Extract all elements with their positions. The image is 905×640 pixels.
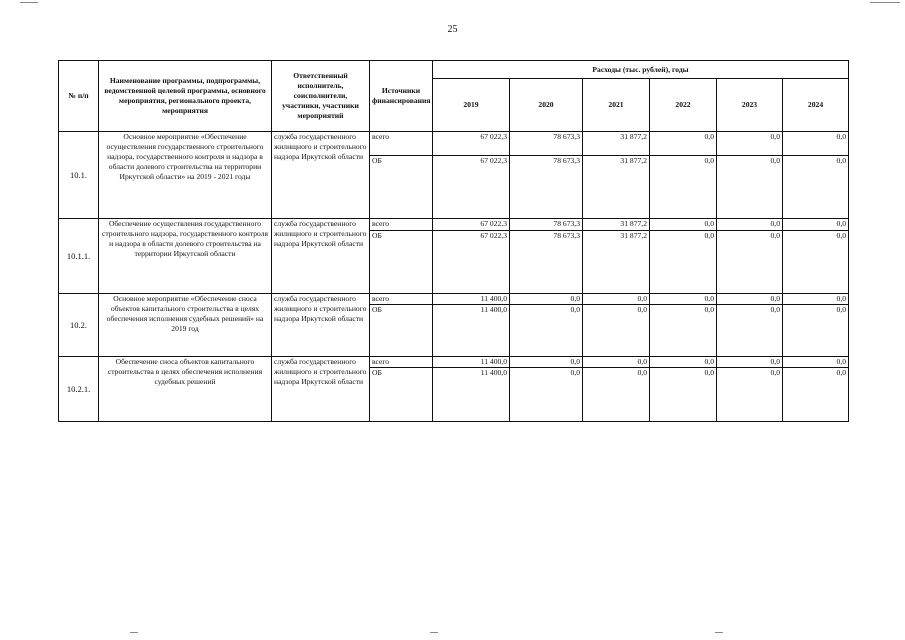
- row-executor: служба государственного жилищного и строительного надзора Иркутской области: [272, 132, 370, 219]
- value-cell: 31 877,2: [583, 156, 650, 219]
- header-name: Наименование программы, подпрограммы, ведомственной целевой программы, основного мероприятия, регионального проекта, мероприятия: [99, 61, 272, 132]
- header-year: 2021: [583, 79, 650, 132]
- scan-artifact: [20, 2, 38, 3]
- table-row: [59, 294, 849, 305]
- value-cell: 0,0: [583, 294, 650, 305]
- table-row: [59, 219, 849, 231]
- row-name: Основное мероприятие «Обеспечение сноса объектов капитального строительства в целях обеспечения исполнения судебных решений» на 2019 год: [99, 294, 272, 357]
- value-cell: 78 673,3: [510, 219, 583, 231]
- value-cell: 0,0: [783, 231, 849, 294]
- value-cell: 31 877,2: [583, 231, 650, 294]
- header-row-top: [59, 61, 849, 79]
- value-cell: 0,0: [583, 305, 650, 357]
- value-cell: 0,0: [783, 219, 849, 231]
- value-cell: 11 400,0: [433, 357, 510, 368]
- header-year: 2024: [783, 79, 849, 132]
- value-cell: 0,0: [717, 357, 783, 368]
- value-cell: 0,0: [717, 132, 783, 156]
- row-name: Обеспечение сноса объектов капитального строительства в целях обеспечения исполнения судебных решений: [99, 357, 272, 422]
- value-cell: 0,0: [510, 357, 583, 368]
- value-cell: 0,0: [650, 294, 717, 305]
- value-cell: 67 022,3: [433, 219, 510, 231]
- header-year: 2020: [510, 79, 583, 132]
- row-number: 10.1.1.: [59, 219, 99, 294]
- value-cell: 11 400,0: [433, 368, 510, 422]
- header-year: 2023: [717, 79, 783, 132]
- value-cell: 67 022,3: [433, 156, 510, 219]
- value-cell: 0,0: [717, 156, 783, 219]
- row-number: 10.2.1.: [59, 357, 99, 422]
- value-cell: 0,0: [717, 294, 783, 305]
- header-executor: Ответственный исполнитель, соисполнители, участники, участники мероприятий: [272, 61, 370, 132]
- page-number: 25: [447, 24, 458, 35]
- header-num: № п/п: [59, 61, 99, 132]
- value-cell: 0,0: [717, 305, 783, 357]
- source-cell: ОБ: [370, 368, 433, 422]
- row-executor: служба государственного жилищного и строительного надзора Иркутской области: [272, 294, 370, 357]
- value-cell: 67 022,3: [433, 231, 510, 294]
- budget-table: [58, 60, 849, 422]
- value-cell: 78 673,3: [510, 132, 583, 156]
- value-cell: 0,0: [783, 156, 849, 219]
- source-cell: всего: [370, 132, 433, 156]
- value-cell: 0,0: [510, 368, 583, 422]
- value-cell: 0,0: [783, 294, 849, 305]
- value-cell: 0,0: [783, 357, 849, 368]
- value-cell: 0,0: [510, 305, 583, 357]
- value-cell: 0,0: [717, 219, 783, 231]
- source-cell: ОБ: [370, 305, 433, 357]
- value-cell: 67 022,3: [433, 132, 510, 156]
- row-executor: служба государственного жилищного и строительного надзора Иркутской области: [272, 357, 370, 422]
- source-cell: всего: [370, 219, 433, 231]
- value-cell: 78 673,3: [510, 156, 583, 219]
- scan-artifact: [130, 632, 138, 633]
- value-cell: 11 400,0: [433, 294, 510, 305]
- value-cell: 0,0: [783, 132, 849, 156]
- row-number: 10.1.: [59, 132, 99, 219]
- table-row: [59, 132, 849, 156]
- header-source: Источники финансирования: [370, 61, 433, 132]
- source-cell: всего: [370, 357, 433, 368]
- value-cell: 0,0: [650, 231, 717, 294]
- value-cell: 0,0: [783, 305, 849, 357]
- value-cell: 0,0: [650, 219, 717, 231]
- row-executor: служба государственного жилищного и строительного надзора Иркутской области: [272, 219, 370, 294]
- value-cell: 0,0: [650, 305, 717, 357]
- source-cell: всего: [370, 294, 433, 305]
- scan-artifact: [430, 632, 438, 633]
- value-cell: 0,0: [583, 357, 650, 368]
- value-cell: 0,0: [717, 231, 783, 294]
- value-cell: 31 877,2: [583, 132, 650, 156]
- value-cell: 0,0: [510, 294, 583, 305]
- value-cell: 0,0: [650, 357, 717, 368]
- scan-artifact: [870, 2, 900, 3]
- source-cell: ОБ: [370, 156, 433, 219]
- row-number: 10.2.: [59, 294, 99, 357]
- value-cell: 0,0: [650, 156, 717, 219]
- value-cell: 0,0: [650, 132, 717, 156]
- header-year: 2022: [650, 79, 717, 132]
- value-cell: 78 673,3: [510, 231, 583, 294]
- source-cell: ОБ: [370, 231, 433, 294]
- header-expenses: Расходы (тыс. рублей), годы: [433, 61, 849, 79]
- value-cell: 0,0: [717, 368, 783, 422]
- value-cell: 0,0: [650, 368, 717, 422]
- value-cell: 0,0: [583, 368, 650, 422]
- value-cell: 31 877,2: [583, 219, 650, 231]
- header-year: 2019: [433, 79, 510, 132]
- row-name: Обеспечение осуществления государственного строительного надзора, государственного контроля и надзора в области долевого строительства на территории Иркутской области: [99, 219, 272, 294]
- table-row: [59, 357, 849, 368]
- row-name: Основное мероприятие «Обеспечение осуществления государственного строительного надзора, государственного контроля и надзора в области долевого строительства на территории Иркутской области» на 2019 - 2021 годы: [99, 132, 272, 219]
- scan-artifact: [715, 632, 723, 633]
- value-cell: 11 400,0: [433, 305, 510, 357]
- value-cell: 0,0: [783, 368, 849, 422]
